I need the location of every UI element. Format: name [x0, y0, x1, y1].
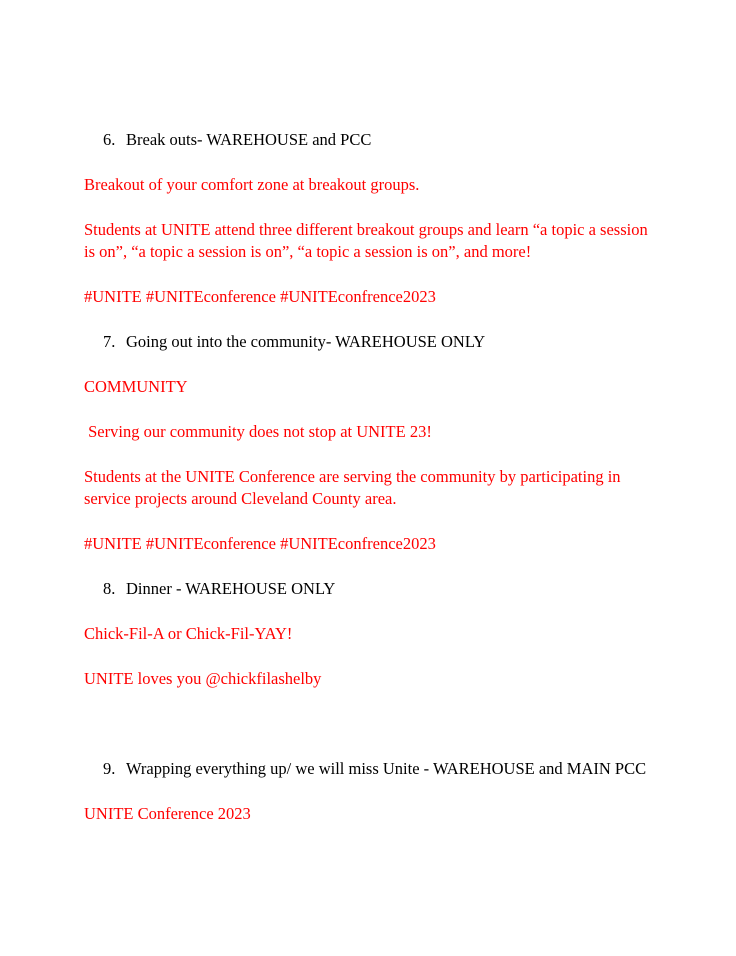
- blank-line: [84, 713, 652, 735]
- list-number: 7.: [103, 332, 116, 351]
- paragraph-chickfilashelby: UNITE loves you @chickfilashelby: [84, 669, 322, 688]
- numbered-item-6: [84, 129, 652, 151]
- numbered-item-9: [84, 758, 652, 780]
- list-number: 9.: [103, 759, 116, 778]
- paragraph-breakout-groups-detail: Students at UNITE attend three different breakout groups and learn “a topic a session is on”, “a topic a session is on”, “a topic a session is on”, and more!: [84, 220, 652, 261]
- numbered-item-8: [84, 578, 652, 600]
- paragraph-community: COMMUNITY: [84, 377, 188, 396]
- list-item-text: Break outs- WAREHOUSE and PCC: [126, 130, 372, 149]
- list-number: 8.: [103, 579, 116, 598]
- paragraph-breakout-comfort-zone: Breakout of your comfort zone at breakout groups.: [84, 175, 420, 194]
- paragraph-chick-fil-a: Chick-Fil-A or Chick-Fil-YAY!: [84, 624, 293, 643]
- paragraph-serving-community: Serving our community does not stop at UNITE 23!: [84, 422, 432, 441]
- paragraph-service-projects: Students at the UNITE Conference are serving the community by participating in service projects around Cleveland County area.: [84, 467, 625, 508]
- hashtag-line-2: #UNITE #UNITEconference #UNITEconfrence2023: [84, 534, 436, 553]
- paragraph-unite-conference-2023: UNITE Conference 2023: [84, 804, 251, 823]
- list-item-text: Going out into the community- WAREHOUSE ONLY: [126, 332, 486, 351]
- hashtag-line-1: #UNITE #UNITEconference #UNITEconfrence2023: [84, 287, 436, 306]
- list-number: 6.: [103, 130, 116, 149]
- list-item-text: Dinner - WAREHOUSE ONLY: [126, 579, 336, 598]
- list-item-text: Wrapping everything up/ we will miss Unite - WAREHOUSE and MAIN PCC: [126, 759, 647, 778]
- numbered-item-7: [84, 331, 652, 353]
- document-content: [84, 129, 652, 848]
